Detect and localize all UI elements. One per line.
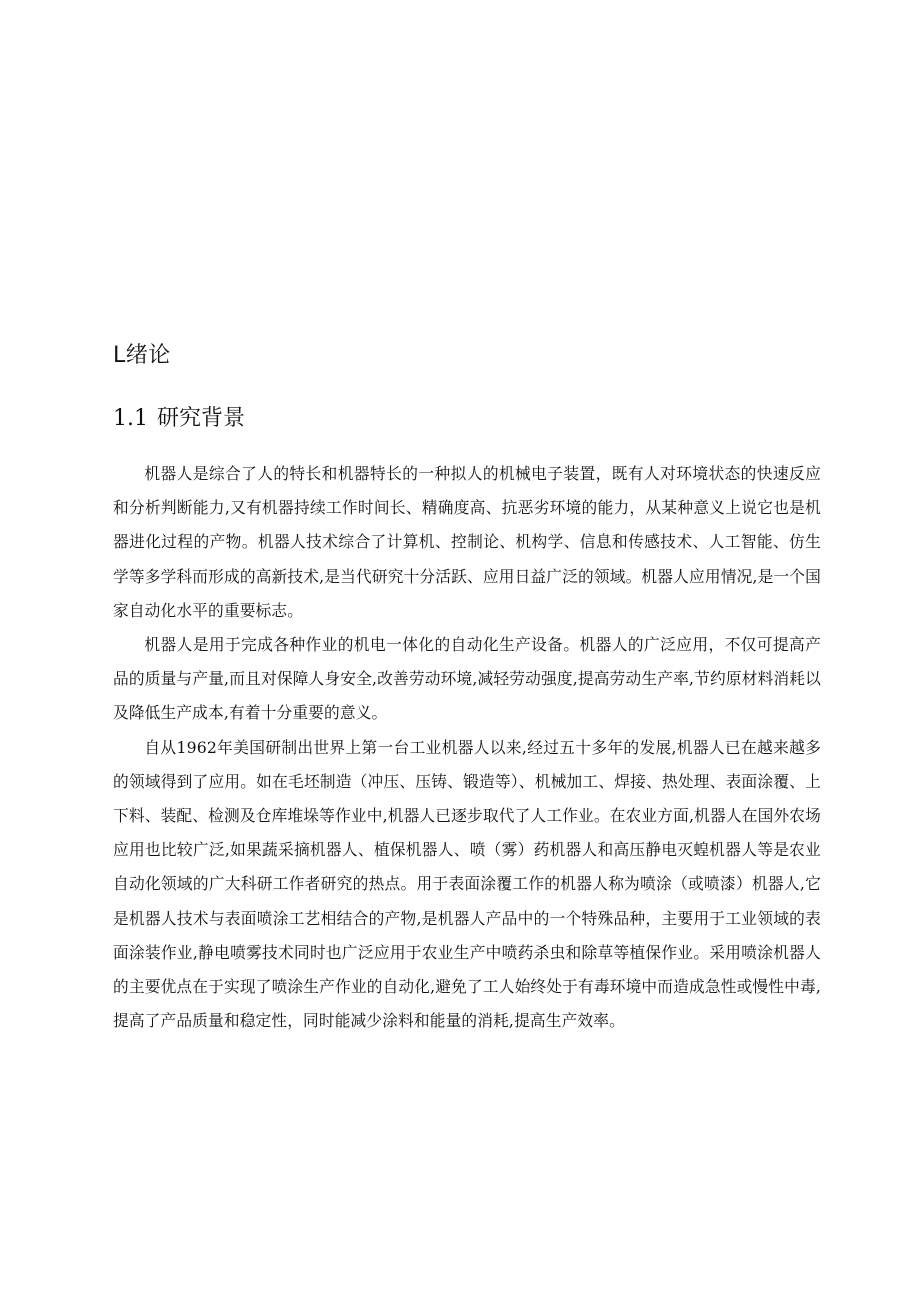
- paragraph-robot-history: 自从1962年美国研制出世界上第一台工业机器人以来,经过五十多年的发展,机器人已在越来越多的领域得到了应用。如在毛坯制造（冲压、压铸、锻造等）、机械加工、焊接、热处理、表面涂覆、上下料、装配、检测及仓库堆垛等作业中,机器人已逐步取代了人工作业。在农业方面,机器人在国外农场应用也比较广泛,如果蔬采摘机器人、植保机器人、喷（雾）药机器人和高压静电灭蝗机器人等是农业自动化领域的广大科研工作者研究的热点。用于表面涂覆工作的机器人称为喷涂（或喷漆）机器人,它是机器人技术与表面喷涂工艺相结合的产物,是机器人产品中的一个特殊品种，主要用于工业领域的表面涂装作业,静电喷雾技术同时也广泛应用于农业生产中喷药杀虫和除草等植保作业。采用喷涂机器人的主要优点在于实现了喷涂生产作业的自动化,避免了工人始终处于有毒环境中而造成急性或慢性中毒,提高了产品质量和稳定性，同时能减少涂料和能量的消耗,提高生产效率。: [113, 737, 821, 1031]
- section-title: 研究背景: [157, 406, 246, 431]
- paragraph-robot-application: 机器人是用于完成各种作业的机电一体化的自动化生产设备。机器人的广泛应用，不仅可提高产品的质量与产量,而且对保障人身安全,改善劳动环境,减轻劳动强度,提高劳动生产率,节约原材料消耗以及降低生产成本,有着十分重要的意义。: [113, 635, 821, 723]
- section-number: 1.1: [113, 406, 148, 431]
- section-heading: [113, 402, 245, 436]
- chapter-title: L绪论: [113, 343, 171, 368]
- body-text: [113, 457, 821, 1038]
- paragraph-robot-definition: 机器人是综合了人的特长和机器特长的一种拟人的机械电子装置，既有人对环境状态的快速反应和分析判断能力,又有机器持续工作时间长、精确度高、抗恶劣环境的能力，从某种意义上说它也是机器进化过程的产物。机器人技术综合了计算机、控制论、机构学、信息和传感技术、人工智能、仿生学等多学科而形成的高新技术,是当代研究十分活跃、应用日益广泛的领域。机器人应用情况,是一个国家自动化水平的重要标志。: [113, 464, 821, 620]
